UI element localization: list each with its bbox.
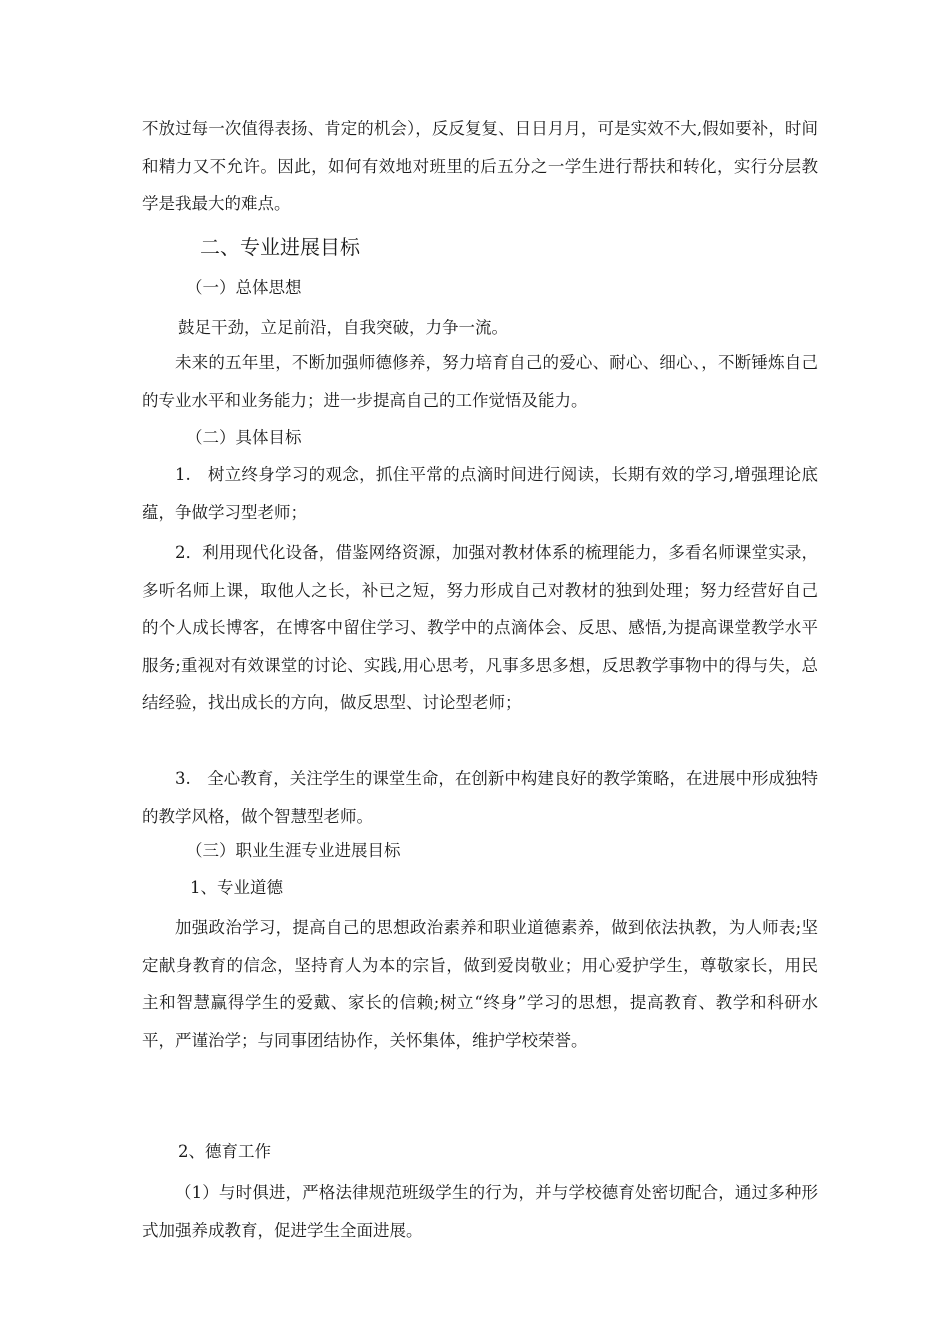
subheading-professional-ethics: 1、专业道德 [190, 878, 283, 897]
subheading-overall-idea: （一）总体思想 [186, 278, 302, 297]
paragraph-goal-2: 2．利用现代化设备，借鉴网络资源，加强对教材体系的梳理能力，多看名师课堂实录，多听名师上课，取他人之长，补已之短，努力形成自己对教材的独到处理；努力经营好自己的个人成长博客，在博客中留住学习、教学中的点滴体会、反思、感悟,为提高课堂教学水平服务;重视对有效课堂的讨论、实践,用心思考，凡事多思多想，反思教学事物中的得与失，总结经验，找出成长的方向，做反思型、讨论型老师； [142, 543, 818, 712]
subheading-specific-goals: （二）具体目标 [186, 428, 302, 447]
paragraph-professional-ethics: 加强政治学习，提高自己的思想政治素养和职业道德素养，做到依法执教，为人师表;坚定献身教育的信念，坚持育人为本的宗旨，做到爱岗敬业；用心爱护学生，尊敬家长，用民主和智慧赢得学生的爱戴、家长的信赖;树立“终身”学习的思想，提高教育、教学和科研水平，严谨治学；与同事团结协作，关怀集体，维护学校荣誉。 [142, 918, 818, 1050]
paragraph-moral-education-1: （1）与时俱进，严格法律规范班级学生的行为，并与学校德育处密切配合，通过多种形式加强养成教育，促进学生全面进展。 [142, 1183, 818, 1240]
paragraph-overall-slogan: 鼓足干劲，立足前沿，自我突破，力争一流。 [178, 318, 508, 337]
paragraph-overall-five-year: 未来的五年里，不断加强师德修养，努力培育自己的爱心、耐心、细心、，不断锤炼自己的专业水平和业务能力；进一步提高自己的工作觉悟及能力。 [142, 353, 818, 410]
paragraph-goal-1: 1. 树立终身学习的观念，抓住平常的点滴时间进行阅读，长期有效的学习,增强理论底蕴，争做学习型老师； [142, 465, 818, 522]
subheading-moral-education: 2、德育工作 [178, 1142, 271, 1161]
subheading-career-goals: （三）职业生涯专业进展目标 [186, 841, 401, 860]
paragraph-goal-3: 3. 全心教育，关注学生的课堂生命，在创新中构建良好的教学策略，在进展中形成独特的教学风格，做个智慧型老师。 [142, 769, 818, 826]
paragraph-intro-continuation: 不放过每一次值得表扬、肯定的机会），反反复复、日日月月，可是实效不大,假如要补，时间和精力又不允许。因此，如何有效地对班里的后五分之一学生进行帮扶和转化，实行分层教学是我最大的难点。 [142, 119, 818, 213]
section-heading-professional-goals: 二、专业进展目标 [200, 235, 360, 259]
